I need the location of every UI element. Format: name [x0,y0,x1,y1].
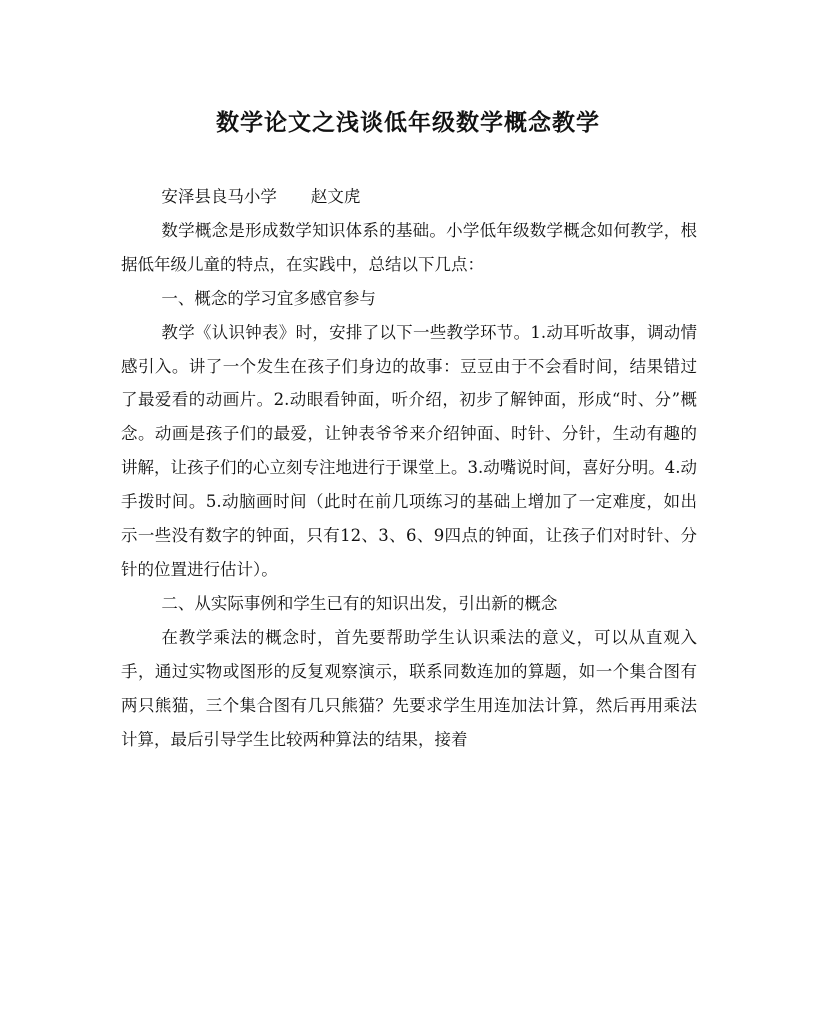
paragraph-multiplication: 在教学乘法的概念时，首先要帮助学生认识乘法的意义，可以从直观入手，通过实物或图形的反复观察演示，联系同数连加的算题，如一个集合图有两只熊猫，三个集合图有几只熊猫？先要求学生用连加法计算，然后再用乘法计算，最后引导学生比较两种算法的结果，接着 [121,627,697,749]
section-heading-1: 一、概念的学习宜多感官参与 [161,288,376,308]
paragraph-intro: 数学概念是形成数学知识体系的基础。小学低年级数学概念如何教学，根据低年级儿童的特点，在实践中，总结以下几点： [121,220,697,274]
document-body [121,180,697,756]
author-line [121,180,697,214]
document-title: 数学论文之浅谈低年级数学概念教学 [216,109,600,136]
section-heading-2: 二、从实际事例和学生已有的知识出发，引出新的概念 [161,593,558,613]
paragraph-clock-lesson: 教学《认识钟表》时，安排了以下一些教学环节。1.动耳听故事，调动情感引入。讲了一个发生在孩子们身边的故事：豆豆由于不会看时间，结果错过了最爱看的动画片。2.动眼看钟面，听介绍，初步了解钟面，形成“时、分”概念。动画是孩子们的最爱，让钟表爷爷来介绍钟面、时针、分针，生动有趣的讲解，让孩子们的心立刻专注地进行于课堂上。3.动嘴说时间，喜好分明。4.动手拨时间。5.动脑画时间（此时在前几项练习的基础上增加了一定难度，如出示一些没有数字的钟面，只有12、3、6、9四点的钟面，让孩子们对时针、分针的位置进行估计）。 [121,322,697,579]
school-name: 安泽县良马小学 [161,187,277,206]
author-name: 赵文虎 [310,187,361,206]
